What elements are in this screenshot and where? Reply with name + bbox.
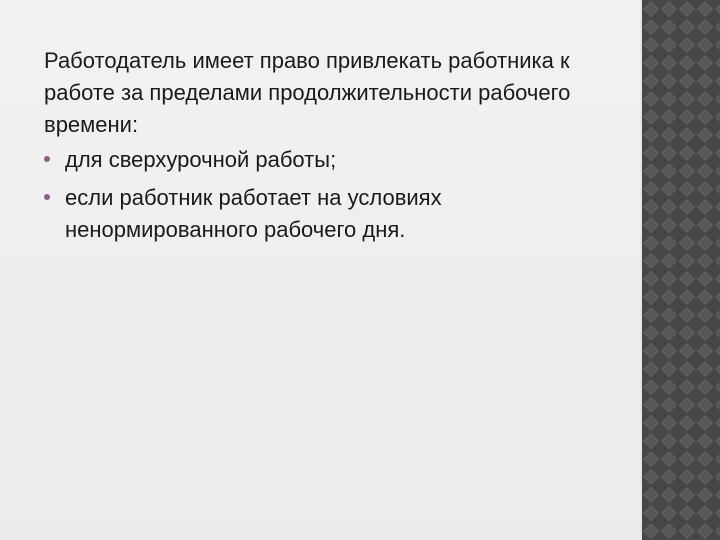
diamond-pattern-icon — [642, 0, 720, 540]
decorative-pattern-strip — [640, 0, 720, 540]
bullet-list — [44, 144, 614, 246]
bullet-dot-icon — [44, 194, 50, 200]
list-item — [44, 182, 614, 246]
list-item — [44, 144, 614, 176]
bullet-text: для сверхурочной работы; — [65, 147, 337, 172]
slide-content — [44, 45, 614, 252]
bullet-dot-icon — [44, 156, 50, 162]
intro-paragraph: Работодатель имеет право привлекать работника к работе за пределами продолжительности рабочего времени: — [44, 48, 571, 137]
bullet-text: если работник работает на условиях ненормированного рабочего дня. — [65, 185, 442, 242]
